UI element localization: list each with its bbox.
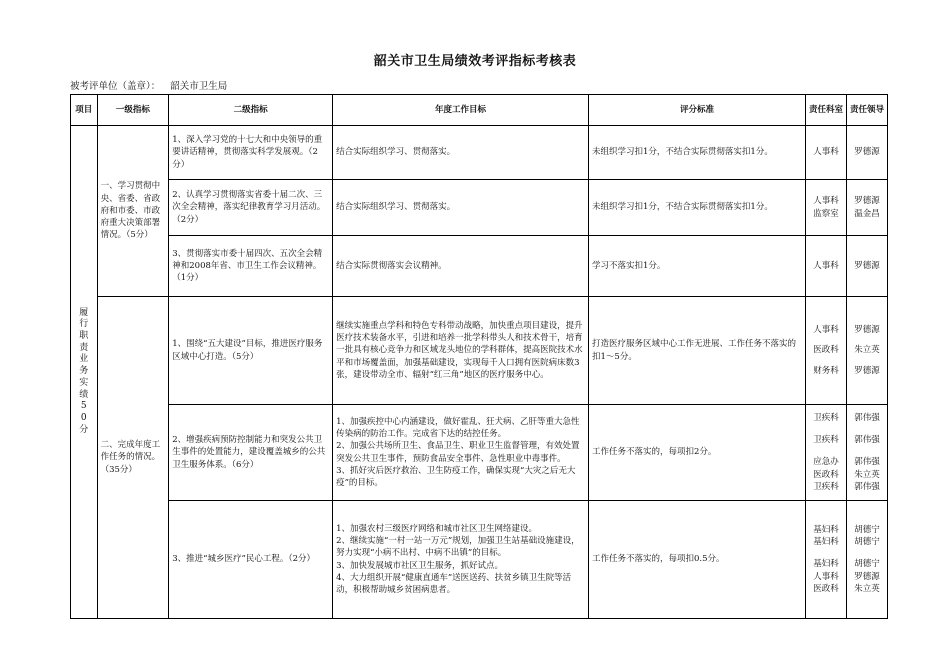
level2-cell: 3、推进“城乡医疗”民心工程。（2分） (169, 501, 333, 619)
level2-cell: 1、围绕“五大建设”目标，推进医疗服务区域中心打造。（5分） (169, 297, 333, 405)
leader-cell: 胡德宁 胡德宁 胡德宁 罗德源 朱立英 (846, 501, 887, 619)
level2-cell: 1、深入学习党的十七大和中央领导的重要讲话精神，贯彻落实科学发展观。（2分） (169, 126, 333, 180)
standard-cell: 学习不落实扣1分。 (589, 236, 806, 297)
table-row (71, 405, 888, 501)
header-leader: 责任领导 (846, 95, 887, 126)
table-row (71, 180, 888, 236)
level2-cell: 2、增强疾病预防控制能力和突发公共卫生事件的处置能力，建设覆盖城乡的公共卫生服务体系。（6分） (169, 405, 333, 501)
evaluated-unit-line (70, 78, 237, 92)
dept-cell: 人事科 (806, 236, 847, 297)
leader-cell: 罗德源 朱立英 罗德源 (846, 297, 887, 405)
page-title: 韶关市卫生局绩效考评指标考核表 (373, 54, 577, 69)
evaluated-unit-label: 被考评单位（盖章）： (70, 81, 161, 92)
standard-cell: 未组织学习扣1分，不结合实际贯彻落实扣1分。 (589, 180, 806, 236)
header-standard: 评分标准 (589, 95, 806, 126)
table-row (71, 297, 888, 405)
level1-cell: 一、学习贯彻中央、省委、省政府和市委、市政府重大决策部署情况。（5分） (97, 126, 169, 297)
leader-cell: 罗德源 (846, 126, 887, 180)
goal-cell: 结合实际组织学习、贯彻落实。 (333, 180, 589, 236)
table-row (71, 236, 888, 297)
goal-cell: 结合实际组织学习、贯彻落实。 (333, 126, 589, 180)
leader-cell: 罗德源 温金昌 (846, 180, 887, 236)
goal-cell: 1、加强农村三级医疗网络和城市社区卫生网络建设。 2、继续实施“一村一站一万元”规划，加强卫生站基础设施建设，努力实现“小病不出村、中病不出镇”的目标。 3、加快发展城市社区卫生服务，抓好试点。 4、大力组织开展“健康直通车”送医送药、扶贫乡镇卫生院等活动，积极帮助城乡贫困病患者。 (333, 501, 589, 619)
header-goal: 年度工作目标 (333, 95, 589, 126)
table-row (71, 501, 888, 619)
dept-cell: 基妇科 基妇科 基妇科 人事科 医政科 (806, 501, 847, 619)
level2-cell: 2、认真学习贯彻落实省委十届二次、三次全会精神，落实纪律教育学习月活动。（2分） (169, 180, 333, 236)
standard-cell: 工作任务不落实的，每项扣0.5分。 (589, 501, 806, 619)
dept-cell: 卫疾科 卫疾科 应急办 医政科 卫疾科 (806, 405, 847, 501)
dept-cell: 人事科 (806, 126, 847, 180)
leader-cell: 罗德源 (846, 236, 887, 297)
dept-cell: 人事科 监察室 (806, 180, 847, 236)
standard-cell: 未组织学习扣1分，不结合实际贯彻落实扣1分。 (589, 126, 806, 180)
level1-cell: 二、完成年度工作任务的情况。（35分） (97, 297, 169, 619)
goal-cell: 继续实施重点学科和特色专科带动战略，加快重点项目建设，提升医疗技术装备水平，引进和培养一批学科带头人和技术骨干，培育一批具有核心竞争力和区域龙头地位的学科群体，提高医院技术水平和市场覆盖面，加强基础建设，实现每千人口拥有医院病床数3张，建设带动全市、辐射“红三角”地区的医疗服务中心。 (333, 297, 589, 405)
header-level2: 二级指标 (169, 95, 333, 126)
evaluated-unit-name: 韶关市卫生局 (170, 81, 228, 92)
dept-cell: 人事科 医政科 财务科 (806, 297, 847, 405)
goal-cell: 1、加强疾控中心内涵建设，做好霍乱、狂犬病、乙肝等重大急性传染病的防治工作。完成省下达的结控任务。 2、加强公共场所卫生、食品卫生、职业卫生监督管理，有效处置突发公共卫生事件，预防食品安全事件、急性职业中毒事件。 3、抓好灾后医疗救治、卫生防疫工作，确保实现“大灾之后无大疫”的目标。 (333, 405, 589, 501)
level2-cell: 3、贯彻落实市委十届四次、五次全会精神和2008年省、市卫生工作会议精神。（1分） (169, 236, 333, 297)
standard-cell: 工作任务不落实的，每项扣2分。 (589, 405, 806, 501)
standard-cell: 打造医疗服务区域中心工作无进展、工作任务不落实的扣1～5分。 (589, 297, 806, 405)
assessment-table (70, 94, 888, 619)
leader-cell: 郭伟强 郭伟强 郭伟强 朱立英 郭伟强 (846, 405, 887, 501)
goal-cell: 结合实际贯彻落实会议精神。 (333, 236, 589, 297)
header-dept: 责任科室 (806, 95, 847, 126)
project-cell: 履行职责业务实绩50分 (71, 126, 98, 619)
table-row (71, 126, 888, 180)
table-header-row (71, 95, 888, 126)
header-item: 项目 (71, 95, 98, 126)
header-level1: 一级指标 (97, 95, 169, 126)
